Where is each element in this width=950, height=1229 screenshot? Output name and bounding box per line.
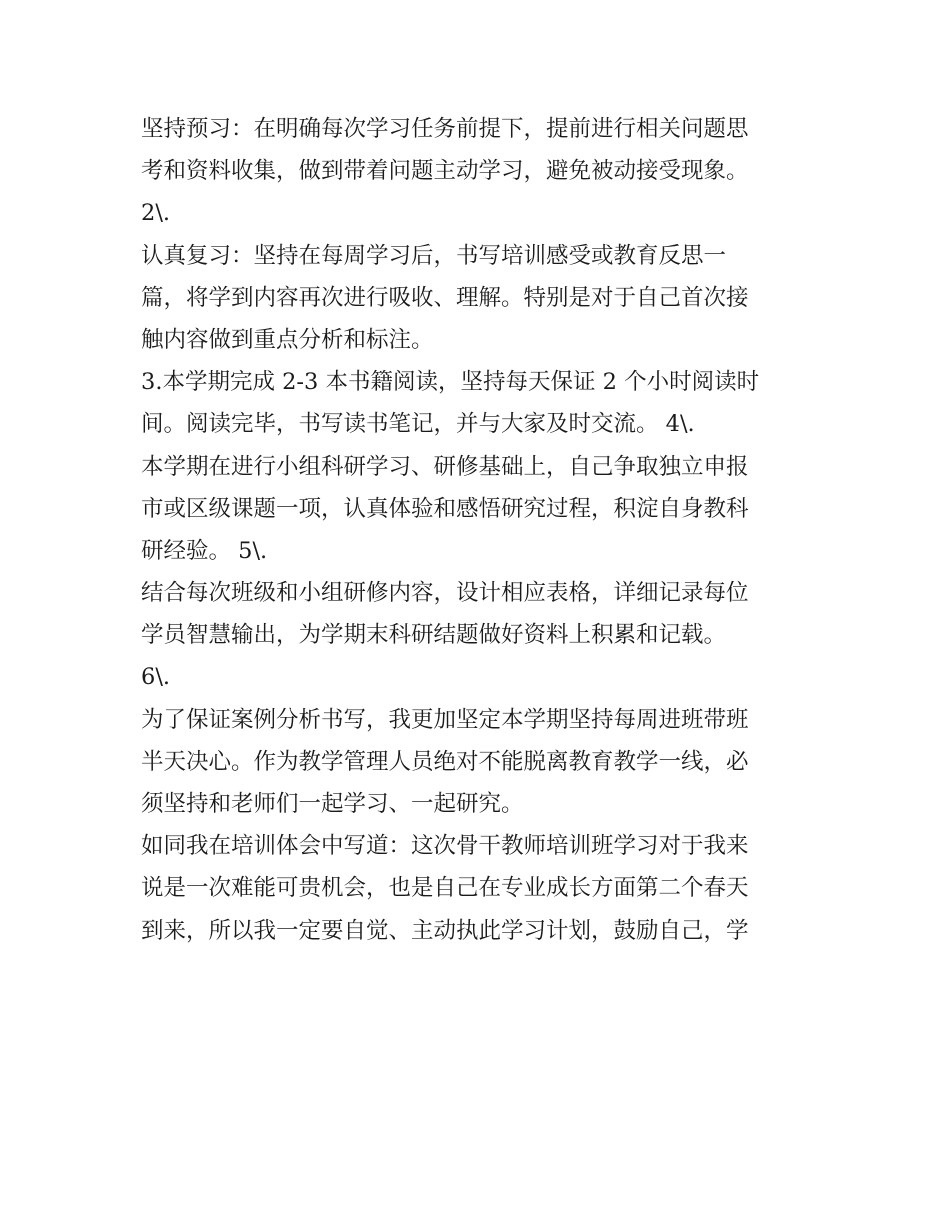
- text-line: 半天决心。作为教学管理人员绝对不能脱离教育教学一线，必: [141, 748, 749, 775]
- text-line: 坚持预习：在明确每次学习任务前提下，提前进行相关问题思: [141, 116, 749, 142]
- text-line: 本学期在进行小组科研学习、研修基础上，自己争取独立申报: [141, 453, 749, 480]
- text-line: 到来，所以我一定要自觉、主动执此学习计划，鼓励自己，学: [141, 917, 749, 944]
- text-line: 间。阅读完毕，书写读书笔记，并与大家及时交流。 4\.: [141, 411, 695, 438]
- text-line: 触内容做到重点分析和标注。: [141, 326, 434, 353]
- text-line: 研经验。 5\.: [141, 537, 268, 564]
- text-line: 2\.: [141, 200, 171, 227]
- text-line: 说是一次难能可贵机会，也是自己在专业成长方面第二个春天: [141, 875, 749, 902]
- text-line: 考和资料收集，做到带着问题主动学习，避免被动接受现象。: [141, 158, 749, 185]
- text-line: 为了保证案例分析书写，我更加坚定本学期坚持每周进班带班: [141, 706, 749, 733]
- text-line: 须坚持和老师们一起学习、一起研究。: [141, 791, 524, 817]
- text-line: 篇，将学到内容再次进行吸收、理解。特别是对于自己首次接: [141, 284, 749, 311]
- text-line: 认真复习：坚持在每周学习后，书写培训感受或教育反思一: [141, 242, 727, 269]
- text-line: 3.本学期完成 2-3 本书籍阅读，坚持每天保证 2 个小时阅读时: [141, 369, 760, 396]
- text-line: 结合每次班级和小组研修内容，设计相应表格，详细记录每位: [141, 580, 749, 607]
- text-line: 学员智慧输出，为学期末科研结题做好资料上积累和记载。: [141, 622, 727, 649]
- text-line: 6\.: [141, 664, 171, 691]
- text-line: 如同我在培训体会中写道：这次骨干教师培训班学习对于我来: [141, 833, 749, 860]
- document-body: [141, 108, 821, 952]
- text-line: 市或区级课题一项，认真体验和感悟研究过程，积淀自身教科: [141, 495, 749, 522]
